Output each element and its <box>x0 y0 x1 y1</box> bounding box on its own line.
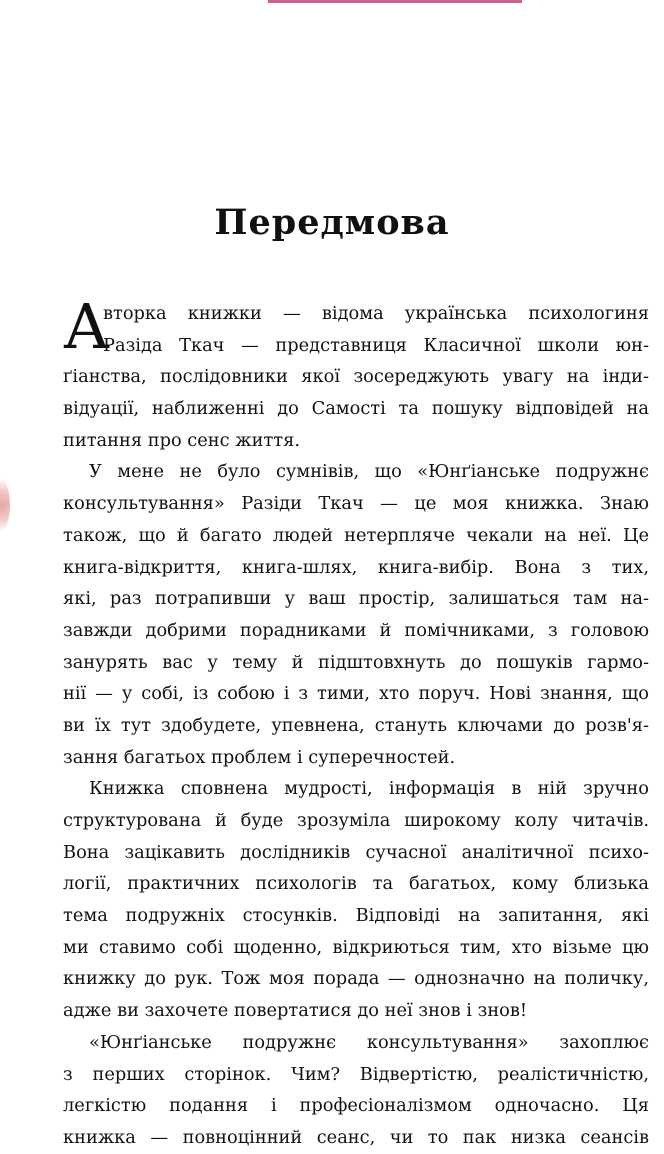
text-line: легкістю подання і професіоналізмом одночасно. Ця <box>63 1095 649 1117</box>
text-line: Разіда Ткач — представниця Класичної школи юн- <box>103 334 649 356</box>
text-line: ґіанства, послідовники якої зосереджують увагу на інди- <box>63 366 649 388</box>
text-line: структурована й буде зрозуміла широкому колу читачів. <box>63 810 649 831</box>
text-line: завжди добрими порадниками й помічниками, з головою <box>63 619 649 641</box>
text-line: консультування» Разіди Ткач — це моя книжка. Знаю <box>63 493 649 515</box>
text-line: питання про сенс життя. <box>63 429 300 451</box>
paragraph <box>63 1027 649 1154</box>
text-line: Книжка сповнена мудрості, інформація в ній зручно <box>89 778 649 800</box>
text-line: які, раз потрапивши у ваш простір, залишаться там на- <box>63 588 649 610</box>
text-line: занурять вас у тему й підштовхнуть до пошуків гармо- <box>63 651 649 673</box>
text-line: тема подружніх стосунків. Відповіді на запитання, які <box>63 905 649 927</box>
text-line: ми ставимо собі щоденно, відкриються тим, хто візьме цю <box>63 936 649 958</box>
page-edge-mark <box>0 476 10 534</box>
text-line: ви їх тут здобудете, упевнена, стануть ключами до розв'я- <box>63 714 649 736</box>
text-line: адже ви захочете повертатися до неї знов і знов! <box>63 1000 528 1022</box>
text-line: «Юнґіанське подружнє консультування» захоплює <box>89 1031 649 1053</box>
drop-cap: А <box>63 290 110 363</box>
text-line: логії, практичних психологів та багатьох, кому близька <box>63 873 649 895</box>
text-line: з перших сторінок. Чим? Відвертістю, реалістичністю, <box>63 1063 649 1085</box>
body-text <box>63 290 649 1154</box>
page-title: Передмова <box>214 202 450 243</box>
top-decorative-rule <box>268 0 522 3</box>
text-line: нії — у собі, із собою і з тими, хто поруч. Нові знання, що <box>63 683 649 705</box>
text-line: книга-відкриття, книга-шлях, книга-вибір. Вона з тих, <box>63 556 649 578</box>
text-line: відуації, наближенні до Самості та пошуку відповідей на <box>63 398 649 420</box>
text-line: вторка книжки — відома українська психологиня <box>103 303 649 324</box>
text-line: зання багатьох проблем і суперечностей. <box>63 746 456 768</box>
text-line: також, що й багато людей нетерпляче чекали на неї. Це <box>63 524 649 546</box>
text-line: Вона зацікавить дослідників сучасної аналітичної психо- <box>63 841 649 863</box>
text-line: У мене не було сумнівів, що «Юнґіанське подружнє <box>89 461 649 483</box>
paragraph <box>63 456 649 773</box>
paragraph <box>63 773 649 1027</box>
paragraph <box>63 290 649 456</box>
text-line: книжку до рук. Тож моя порада — однозначно на поличку, <box>63 968 649 990</box>
text-line: книжка — повноцінний сеанс, чи то пак низка сеансів <box>63 1126 649 1148</box>
